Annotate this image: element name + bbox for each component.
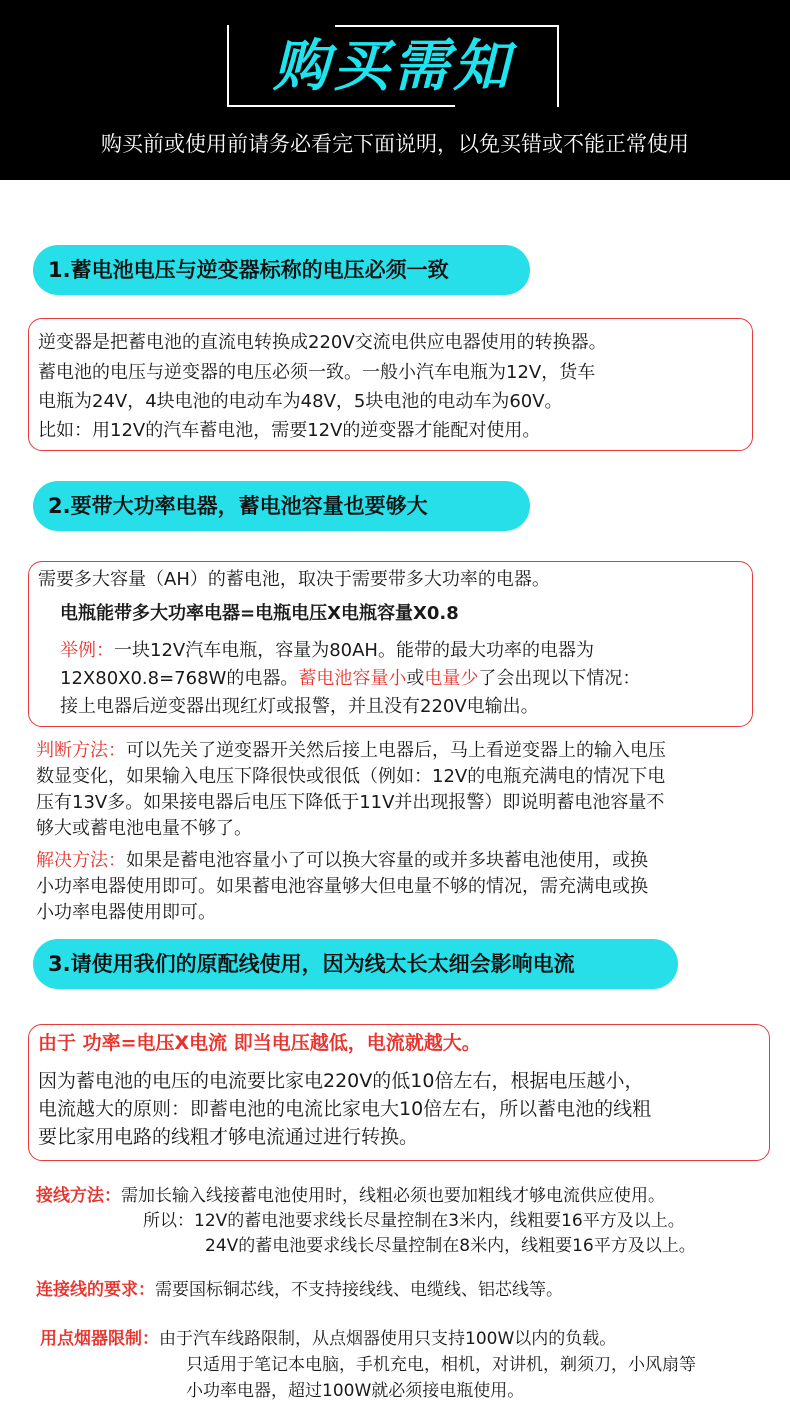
section3-line: 电流越大的原则：即蓄电池的电流比家电大10倍左右，所以蓄电池的线粗 (38, 1098, 652, 1120)
section1-line: 比如：用12V的汽车蓄电池，需要12V的逆变器才能配对使用。 (38, 420, 541, 441)
lighter-text: 由于汽车线路限制，从点烟器使用只支持100W以内的负载。 (159, 1329, 617, 1349)
judge-line: 压有13V多。如果接电器后电压下降低于11V并出现报警）即说明蓄电池容量不 (36, 792, 665, 813)
example-text: 一块12V汽车电瓶，容量为80AH。能带的最大功率的电器为 (114, 640, 594, 661)
page-title: 购买需知 (273, 34, 513, 99)
lighter-line: 只适用于笔记本电脑，手机充电，相机，对讲机，剃须刀，小风扇等 (186, 1355, 696, 1375)
example-line2-c: 了会出现以下情况： (478, 668, 641, 689)
cable-text: 需要国标铜芯线，不支持接线线、电缆线、铝芯线等。 (155, 1280, 563, 1300)
section3-line: 要比家用电路的线粗才够电流通过进行转换。 (38, 1126, 419, 1148)
section1-line: 电瓶为24V，4块电池的电动车为48V，5块电池的电动车为60V。 (38, 391, 563, 412)
section1-line: 逆变器是把蓄电池的直流电转换成220V交流电供应电器使用的转换器。 (38, 332, 607, 353)
section1-heading: 1.蓄电池电压与逆变器标称的电压必须一致 (33, 245, 530, 295)
wiring-text: 需加长输入线接蓄电池使用时，线粗必须也要加粗线才够电流供应使用。 (121, 1186, 665, 1206)
section3-formula: 由于 功率=电压X电流 即当电压越低，电流就越大。 (38, 1032, 481, 1054)
wiring-label: 接线方法： (36, 1186, 121, 1206)
solve-text: 如果是蓄电池容量小了可以换大容量的或并多块蓄电池使用，或换 (126, 850, 648, 871)
judge-label: 判断方法： (36, 740, 126, 761)
section2-intro: 需要多大容量（AH）的蓄电池，取决于需要带多大功率的电器。 (38, 569, 550, 590)
section1-line: 蓄电池的电压与逆变器的电压必须一致。一般小汽车电瓶为12V，货车 (38, 362, 596, 383)
section3-line: 因为蓄电池的电压的电流要比家电220V的低10倍左右，根据电压越小， (38, 1070, 644, 1092)
judge-text: 可以先关了逆变器开关然后接上电器后，马上看逆变器上的输入电压 (126, 740, 666, 761)
example-label: 举例： (60, 640, 114, 661)
section3-heading: 3.请使用我们的原配线使用，因为线太长太细会影响电流 (33, 939, 678, 989)
wiring-line: 24V的蓄电池要求线长尽量控制在8米内，线粗要16平方及以上。 (205, 1236, 696, 1256)
lighter-label: 用点烟器限制： (40, 1329, 159, 1349)
solve-label: 解决方法： (36, 850, 126, 871)
solve-line: 小功率电器使用即可。如果蓄电池容量够大但电量不够的情况，需充满电或换 (36, 876, 648, 897)
wiring-line: 所以：12V的蓄电池要求线长尽量控制在3米内，线粗要16平方及以上。 (143, 1211, 685, 1231)
section2-example-line3: 接上电器后逆变器出现红灯或报警，并且没有220V电输出。 (60, 696, 539, 717)
judge-line: 够大或蓄电池电量不够了。 (36, 818, 252, 839)
example-line2-b: 或 (406, 668, 425, 689)
page-subtitle: 购买前或使用前请务必看完下面说明，以免买错或不能正常使用 (101, 132, 689, 156)
lighter-line: 小功率电器，超过100W就必须接电瓶使用。 (186, 1381, 525, 1401)
section2-formula: 电瓶能带多大功率电器=电瓶电压X电瓶容量X0.8 (60, 603, 459, 624)
header-banner (0, 0, 790, 180)
judge-line: 数显变化，如果输入电压下降很快或很低（例如：12V的电瓶充满电的情况下电 (36, 766, 666, 787)
example-line2-a: 12X80X0.8=768W的电器。 (60, 668, 299, 689)
section2-heading: 2.要带大功率电器，蓄电池容量也要够大 (33, 481, 530, 531)
cable-label: 连接线的要求： (36, 1280, 155, 1300)
section2-example-line2 (60, 664, 640, 694)
section2-example (60, 636, 594, 666)
example-line2-red1: 蓄电池容量小 (298, 668, 407, 689)
solve-line: 小功率电器使用即可。 (36, 902, 216, 923)
example-line2-red2: 电量少 (424, 668, 479, 689)
cable-line (36, 1275, 563, 1305)
